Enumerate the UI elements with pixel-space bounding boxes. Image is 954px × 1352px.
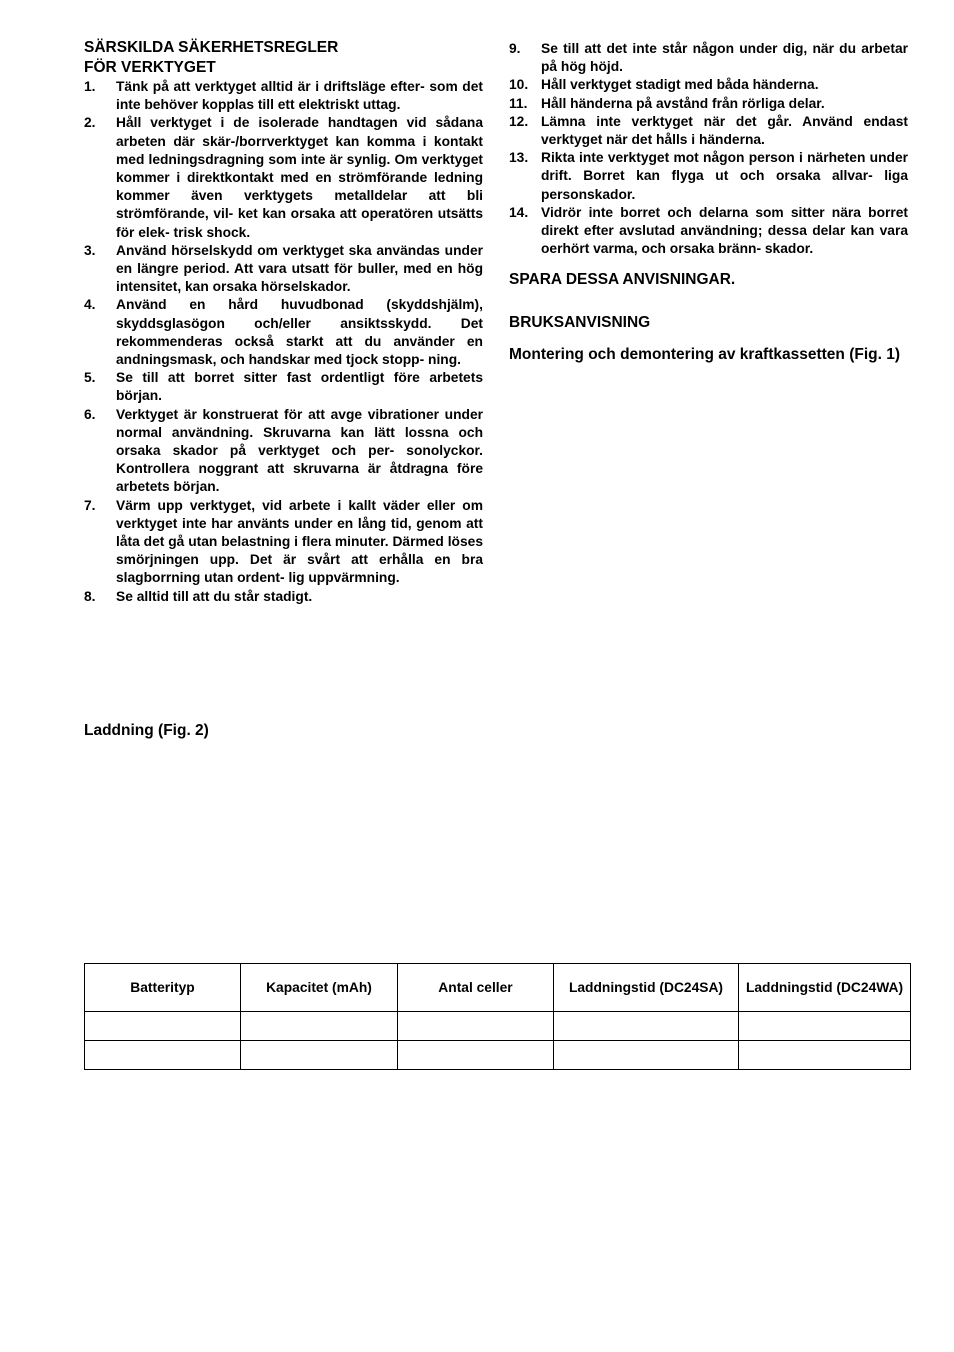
list-item-text: Verktyget är konstruerat för att avge vibrationer under normal användning. Skruvarna kan lätt lossna och orsaka skador på verktyget och per- sonolyckor. Kontrollera noggrant att skruvarna är åtdragna före arbetets början. bbox=[116, 406, 483, 495]
table-cell bbox=[241, 1012, 398, 1041]
list-item bbox=[509, 149, 908, 204]
list-item-number: 1. bbox=[84, 79, 96, 94]
list-item-number: 11. bbox=[509, 95, 528, 111]
column-header-charge-time-dc24wa: Laddningstid (DC24WA) bbox=[739, 964, 911, 1012]
list-item bbox=[84, 296, 483, 369]
list-item bbox=[509, 204, 908, 259]
table-cell bbox=[554, 1041, 739, 1070]
list-item-text: Tänk på att verktyget alltid är i driftsläge efter- som det inte behöver kopplas till ett elektriskt uttag. bbox=[116, 79, 483, 113]
list-item-number: 9. bbox=[509, 41, 521, 56]
safety-rules-list-left bbox=[84, 78, 483, 606]
table-row bbox=[85, 1012, 911, 1041]
list-item bbox=[84, 406, 483, 497]
list-item-number: 14. bbox=[509, 204, 529, 220]
list-item-text: Håll verktyget stadigt med båda händerna. bbox=[541, 77, 819, 93]
table-cell bbox=[554, 1012, 739, 1041]
column-header-battery-type: Batterityp bbox=[85, 964, 241, 1012]
mounting-heading: Montering och demontering av kraftkassetten (Fig. 1) bbox=[509, 346, 901, 364]
list-item bbox=[84, 588, 483, 606]
list-item-text: Använd hörselskydd om verktyget ska användas under en längre period. Att vara utsatt för buller, med en hög intensitet, kan orsaka hörselskador. bbox=[116, 242, 483, 295]
list-item-number: 12. bbox=[509, 113, 529, 129]
list-item bbox=[84, 369, 483, 405]
column-header-charge-time-dc24sa: Laddningstid (DC24SA) bbox=[554, 964, 739, 1012]
list-item bbox=[84, 114, 483, 241]
list-item-text: Håll händerna på avstånd från rörliga delar. bbox=[541, 95, 825, 111]
list-item bbox=[509, 95, 908, 113]
table-cell bbox=[739, 1041, 911, 1070]
save-instructions-heading: SPARA DESSA ANVISNINGAR. bbox=[509, 271, 736, 289]
list-item-number: 3. bbox=[84, 242, 96, 258]
left-column bbox=[84, 38, 483, 606]
list-item-text: Rikta inte verktyget mot någon person i närheten under drift. Borret kan flyga ut och orsaka allvar- liga personskador. bbox=[541, 150, 908, 202]
list-item-text: Håll verktyget i de isolerade handtagen vid sådana arbeten där skär-/borrverktyget kan komma i kontakt med ledningsdragning som inte är synlig. Om verktyget kommer i direktkontakt med en strömförande ledning kommer även verktygets metalldelar att bli strömförande, vil- ket kan orsaka att operatören utsätts för elek- trisk shock. bbox=[116, 115, 483, 240]
list-item-number: 10. bbox=[509, 77, 529, 93]
list-item-text: Värm upp verktyget, vid arbete i kallt väder eller om verktyget inte har använts under en lång tid, genom att låta det gå utan belastning i flera minuter. Därmed löses smörjningen upp. Det är svårt att erhålla en bra slagborrning utan ordent- lig uppvärmning. bbox=[116, 497, 483, 586]
usage-heading: BRUKSANVISNING bbox=[509, 314, 651, 332]
list-item bbox=[509, 40, 908, 76]
list-item-number: 13. bbox=[509, 150, 529, 166]
list-item-number: 5. bbox=[84, 370, 96, 386]
table-cell bbox=[241, 1041, 398, 1070]
list-item-number: 4. bbox=[84, 297, 96, 313]
right-column bbox=[509, 38, 908, 365]
safety-rules-list-right bbox=[509, 40, 908, 258]
list-item bbox=[84, 497, 483, 588]
section-heading-line2: FÖR VERKTYGET bbox=[84, 59, 216, 76]
list-item-text: Använd en hård huvudbonad (skyddshjälm), skyddsglasögon och/eller ansiktsskydd. Det rekommenderas också starkt att du använder en andningsmask, och handskar med tjock stopp- ning. bbox=[116, 297, 483, 368]
column-header-capacity: Kapacitet (mAh) bbox=[241, 964, 398, 1012]
list-item-text: Se till att borret sitter fast ordentligt före arbetets början. bbox=[116, 370, 483, 404]
list-item-number: 7. bbox=[84, 497, 96, 513]
table-header-row bbox=[85, 964, 911, 1012]
table-cell bbox=[398, 1012, 554, 1041]
list-item-number: 6. bbox=[84, 406, 96, 422]
battery-table bbox=[84, 963, 911, 1070]
list-item bbox=[84, 242, 483, 297]
list-item bbox=[509, 76, 908, 94]
list-item-text: Se alltid till att du står stadigt. bbox=[116, 588, 313, 604]
table-cell bbox=[398, 1041, 554, 1070]
list-item bbox=[509, 113, 908, 149]
list-item-text: Lämna inte verktyget när det går. Använd endast verktyget när det hålls i händerna. bbox=[541, 113, 908, 148]
list-item bbox=[84, 78, 483, 114]
table-cell bbox=[85, 1041, 241, 1070]
list-item-number: 2. bbox=[84, 115, 96, 131]
table-cell bbox=[739, 1012, 911, 1041]
list-item-text: Vidrör inte borret och delarna som sitter nära borret direkt efter avslutad användning; dessa delar kan vara oerhört varma, och orsaka bränn- skador. bbox=[541, 204, 908, 257]
section-heading-line1: SÄRSKILDA SÄKERHETSREGLER bbox=[84, 39, 339, 56]
list-item-number: 8. bbox=[84, 588, 96, 604]
list-item-text: Se till att det inte står någon under dig, när du arbetar på hög höjd. bbox=[541, 41, 908, 75]
charging-heading: Laddning (Fig. 2) bbox=[84, 722, 209, 739]
table-cell bbox=[85, 1012, 241, 1041]
column-header-cells: Antal celler bbox=[398, 964, 554, 1012]
table-row bbox=[85, 1041, 911, 1070]
